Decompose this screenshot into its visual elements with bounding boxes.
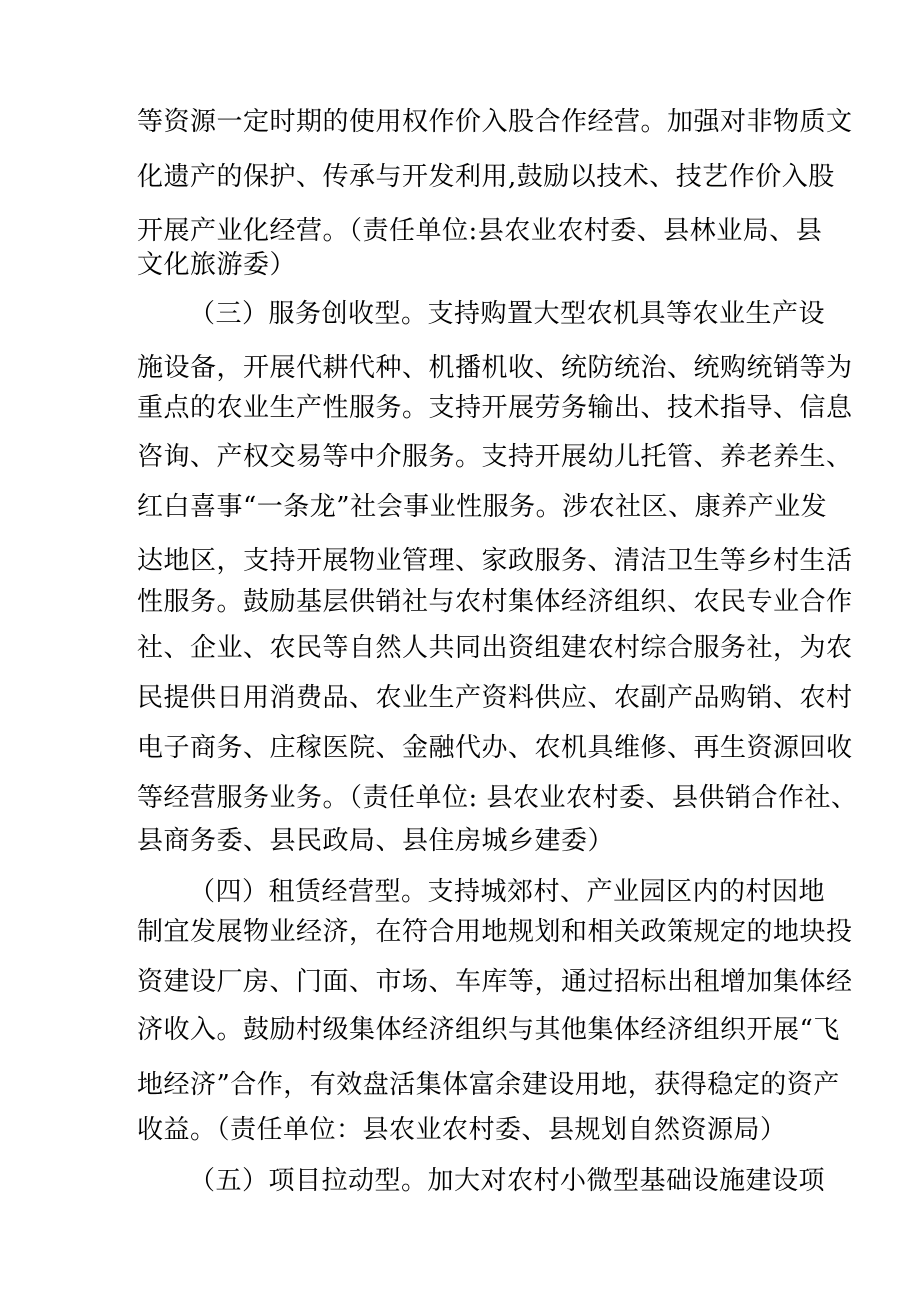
text-line: 收益。（责任单位：县农业农村委、县规划自然资源局） — [137, 1115, 787, 1145]
text-line: 文化旅游委） — [137, 250, 297, 280]
text-line: 地经济”合作，有效盘活集体富余建设用地，获得稳定的资产 — [137, 1070, 840, 1100]
text-line: 咨询、产权交易等中介服务。支持开展幼儿托管、养老养生、 — [137, 442, 853, 472]
text-line: 制宜发展物业经济，在符合用地规划和相关政策规定的地块投 — [137, 917, 853, 947]
text-line: 性服务。鼓励基层供销社与农村集体经济组织、农民专业合作 — [137, 587, 853, 617]
text-line: 等资源一定时期的使用权作价入股合作经营。加强对非物质文 — [137, 107, 853, 137]
text-line: 济收入。鼓励村级集体经济组织与其他集体经济组织开展“飞 — [137, 1015, 840, 1045]
paragraph-heading-line: （四）租赁经营型。支持城郊村、产业园区内的村因地 — [189, 877, 826, 907]
text-line: 电子商务、庄稼医院、金融代办、农机具维修、再生资源回收 — [137, 733, 853, 763]
text-line: 重点的农业生产性服务。支持开展劳务输出、技术指导、信息 — [137, 393, 853, 423]
text-line: 等经营服务业务。（责任单位: 县农业农村委、县供销合作社、 — [137, 783, 858, 813]
text-line: 开展产业化经营。（责任单位:县农业农村委、县林业局、县 — [137, 216, 823, 246]
text-line: 达地区，支持开展物业管理、家政服务、清洁卫生等乡村生活 — [137, 546, 853, 576]
text-line: 资建设厂房、门面、市场、车库等，通过招标出租增加集体经 — [137, 967, 853, 997]
paragraph-heading-line: （三）服务创收型。支持购置大型农机具等农业生产设 — [189, 299, 826, 329]
text-line: 施设备，开展代耕代种、机播机收、统防统治、统购统销等为 — [137, 353, 853, 383]
text-line: 县商务委、县民政局、县住房城乡建委） — [137, 826, 615, 856]
paragraph-heading-line: （五）项目拉动型。加大对农村小微型基础设施建设项 — [189, 1166, 826, 1196]
text-line: 社、企业、农民等自然人共同出资组建农村综合服务社，为农 — [137, 633, 853, 663]
text-line: 化遗产的保护、传承与开发利用,鼓励以技术、技艺作价入股 — [137, 162, 835, 192]
text-line: 红白喜事“一条龙”社会事业性服务。涉农社区、康养产业发 — [137, 492, 828, 522]
text-line: 民提供日用消费品、农业生产资料供应、农副产品购销、农村 — [137, 683, 853, 713]
